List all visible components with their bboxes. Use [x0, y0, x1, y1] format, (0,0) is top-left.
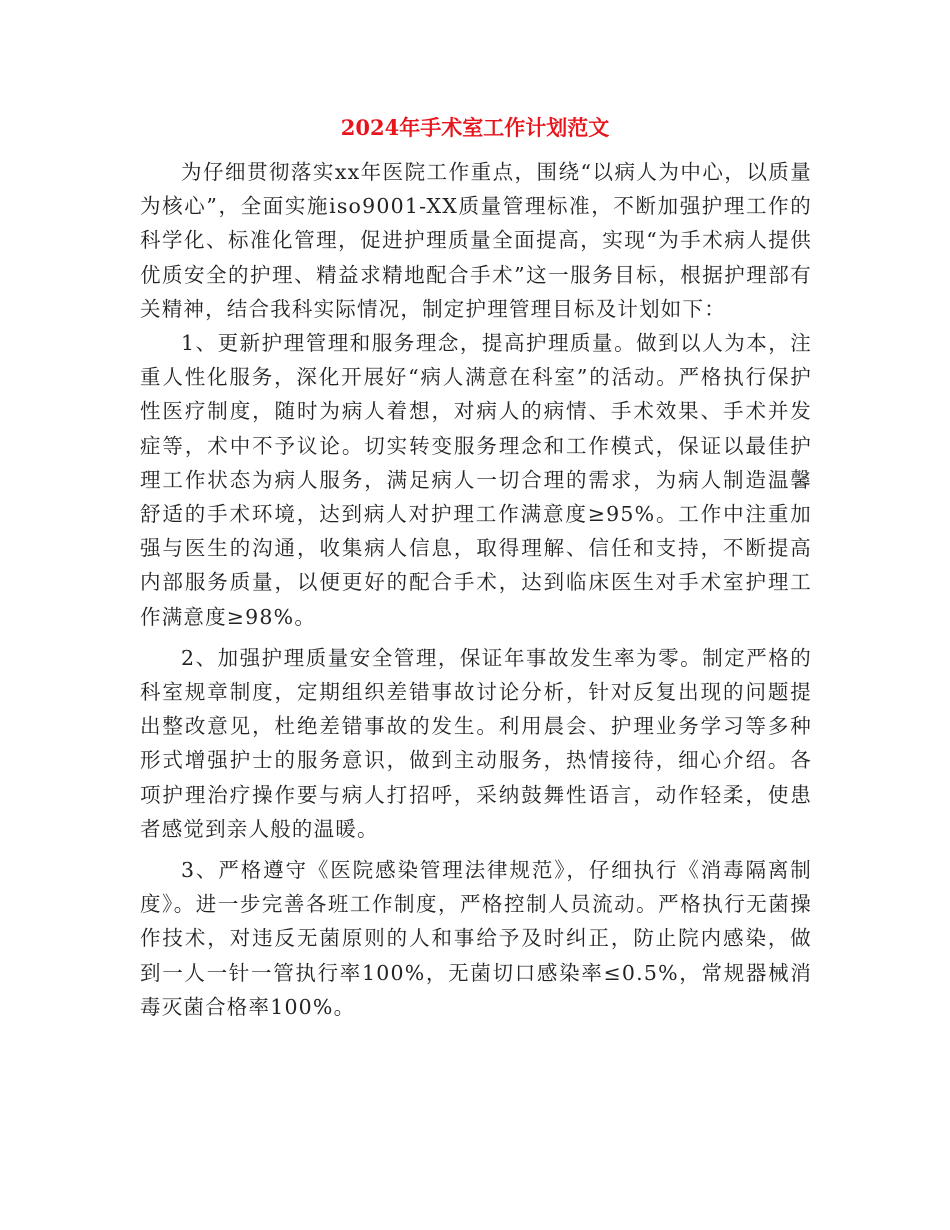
paragraph-item-2: 2、加强护理质量安全管理，保证年事故发生率为零。制定严格的科室规章制度，定期组织差错事故讨论分析，针对反复出现的问题提出整改意见，杜绝差错事故的发生。利用晨会、护理业务学习等多种形式增强护士的服务意识，做到主动服务，热情接待，细心介绍。各项护理治疗操作要与病人打招呼，采纳鼓舞性语言，动作轻柔，使患者感觉到亲人般的温暖。 [140, 645, 812, 841]
paragraph-item-1: 1、更新护理管理和服务理念，提高护理质量。做到以人为本，注重人性化服务，深化开展好“病人满意在科室”的活动。严格执行保护性医疗制度，随时为病人着想，对病人的病情、手术效果、手术并发症等，术中不予议论。切实转变服务理念和工作模式，保证以最佳护理工作状态为病人服务，满足病人一切合理的需求，为病人制造温馨舒适的手术环境，达到病人对护理工作满意度≥95%。工作中注重加强与医生的沟通，收集病人信息，取得理解、信任和支持，不断提高内部服务质量，以便更好的配合手术，达到临床医生对手术室护理工作满意度≥98%。 [140, 331, 812, 629]
paragraph-item-3: 3、严格遵守《医院感染管理法律规范》，仔细执行《消毒隔离制度》。进一步完善各班工作制度，严格控制人员流动。严格执行无菌操作技术，对违反无菌原则的人和事给予及时纠正，防止院内感染，做到一人一针一管执行率100%，无菌切口感染率≤0.5%，常规器械消毒灭菌合格率100%。 [140, 858, 812, 1019]
document-body [140, 155, 812, 1031]
intro-paragraph: 为仔细贯彻落实xx年医院工作重点，围绕“以病人为中心，以质量为核心”，全面实施iso9001-XX质量管理标准，不断加强护理工作的科学化、标准化管理，促进护理质量全面提高，实现“为手术病人提供优质安全的护理、精益求精地配合手术”这一服务目标，根据护理部有关精神，结合我科实际情况，制定护理管理目标及计划如下： [140, 160, 812, 321]
document-title: 2024年手术室工作计划范文 [340, 115, 610, 140]
